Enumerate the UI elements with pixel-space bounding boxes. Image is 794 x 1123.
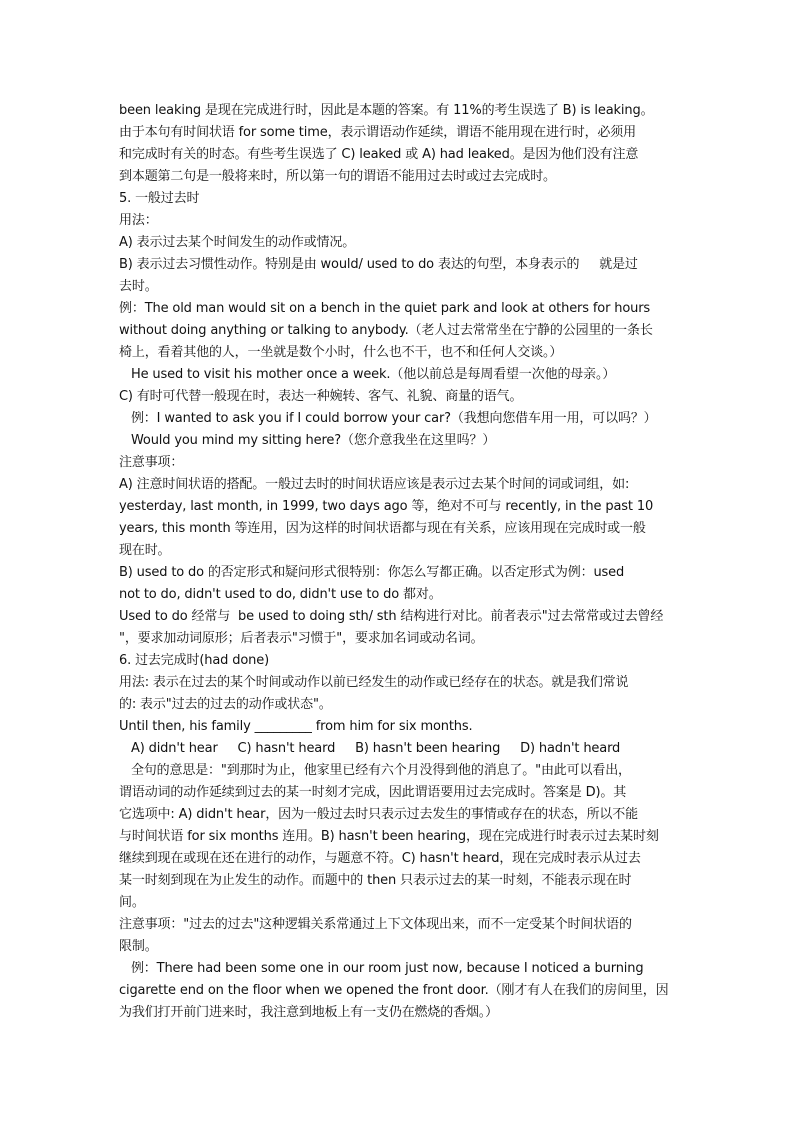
text-line: Would you mind my sitting here?（您介意我坐在这里吗？） — [119, 433, 496, 448]
text-line: A) didn't hear C) hasn't heard B) hasn't been hearing D) hadn't heard — [119, 741, 621, 756]
text-line: 椅上，看着其他的人，一坐就是数个小时，什么也不干，也不和任何人交谈。） — [119, 345, 563, 360]
text-line: been leaking 是现在完成进行时，因此是本题的答案。有 11%的考生误选了 B) is leaking。 — [119, 103, 654, 118]
text-line: B) 表示过去习惯性动作。特别是由 would/ used to do 表达的句型，本身表示的 就是过 — [119, 257, 638, 272]
text-line: 用法： — [119, 213, 158, 228]
text-line: 6. 过去完成时(had done) — [119, 653, 270, 668]
text-line: A) 表示过去某个时间发生的动作或情况。 — [119, 235, 356, 250]
text-line: 全句的意思是："到那时为止，他家里已经有六个月没得到他的消息了。"由此可以看出， — [119, 763, 631, 778]
text-line: 注意事项："过去的过去"这种逻辑关系常通过上下文体现出来，而不一定受某个时间状语的 — [119, 917, 632, 932]
text-line: 注意事项： — [119, 455, 184, 470]
text-line: C) 有时可代替一般现在时，表达一种婉转、客气、礼貌、商量的语气。 — [119, 389, 523, 404]
text-line: 谓语动词的动作延续到过去的某一时刻才完成，因此谓语要用过去完成时。答案是 D)。其 — [119, 785, 627, 800]
text-line: 它选项中: A) didn't hear，因为一般过去时只表示过去发生的事情或存在的状态，所以不能 — [119, 807, 638, 822]
text-line: 例：I wanted to ask you if I could borrow your car?（我想向您借车用一用，可以吗？） — [119, 411, 657, 426]
text-line: 现在时。 — [119, 543, 171, 558]
document-body — [119, 100, 677, 1024]
text-line: 间。 — [119, 895, 145, 910]
text-line: 某一时刻到现在为止发生的动作。而题中的 then 只表示过去的某一时刻，不能表示现在时 — [119, 873, 632, 888]
text-line: 的: 表示"过去的过去的动作或状态"。 — [119, 697, 332, 712]
text-line: 为我们打开前门进来时，我注意到地板上有一支仍在燃烧的香烟。） — [119, 1005, 499, 1020]
text-line: not to do, didn't used to do, didn't use to do 都对。 — [119, 587, 442, 602]
text-line: B) used to do 的否定形式和疑问形式很特别：你怎么写都正确。以否定形式为例：used — [119, 565, 625, 580]
text-line: 例：There had been some one in our room just now, because I noticed a burning — [119, 961, 644, 976]
text-line: years, this month 等连用，因为这样的时间状语都与现在有关系，应该用现在完成时或一般 — [119, 521, 646, 536]
text-line: 用法: 表示在过去的某个时间或动作以前已经发生的动作或已经存在的状态。就是我们常说 — [119, 675, 629, 690]
text-line: without doing anything or talking to anybody.（老人过去常常坐在宁静的公园里的一条长 — [119, 323, 653, 338]
text-line: 继续到现在或现在还在进行的动作，与题意不符。C) hasn't heard，现在完成时表示从过去 — [119, 851, 641, 866]
text-line: A) 注意时间状语的搭配。一般过去时的时间状语应该是表示过去某个时间的词或词组，如: — [119, 477, 630, 492]
text-line: 到本题第二句是一般将来时，所以第一句的谓语不能用过去时或过去完成时。 — [119, 169, 556, 184]
text-line: Used to do 经常与 be used to doing sth/ sth 结构进行对比。前者表示"过去常常或过去曾经 — [119, 609, 664, 624]
text-line: 由于本句有时间状语 for some time，表示谓语动作延续，谓语不能用现在进行时，必须用 — [119, 125, 636, 140]
text-line: Until then, his family _________ from him for six months. — [119, 719, 473, 734]
text-line: 5. 一般过去时 — [119, 191, 200, 206]
text-line: 去时。 — [119, 279, 158, 294]
text-line: 限制。 — [119, 939, 158, 954]
text-line: He used to visit his mother once a week.（他以前总是每周看望一次他的母亲。） — [119, 367, 616, 382]
text-line: yesterday, last month, in 1999, two days ago 等，绝对不可与 recently, in the past 10 — [119, 499, 654, 514]
text-line: 与时间状语 for six months 连用。B) hasn't been hearing，现在完成进行时表示过去某时刻 — [119, 829, 659, 844]
text-line: 例：The old man would sit on a bench in the quiet park and look at others for hours — [119, 301, 651, 316]
text-line: cigarette end on the floor when we opened the front door.（刚才有人在我们的房间里，因 — [119, 983, 669, 998]
text-line: "，要求加动词原形；后者表示"习惯于"，要求加名词或动名词。 — [119, 631, 484, 646]
text-line: 和完成时有关的时态。有些考生误选了 C) leaked 或 A) had leaked。是因为他们没有注意 — [119, 147, 639, 162]
